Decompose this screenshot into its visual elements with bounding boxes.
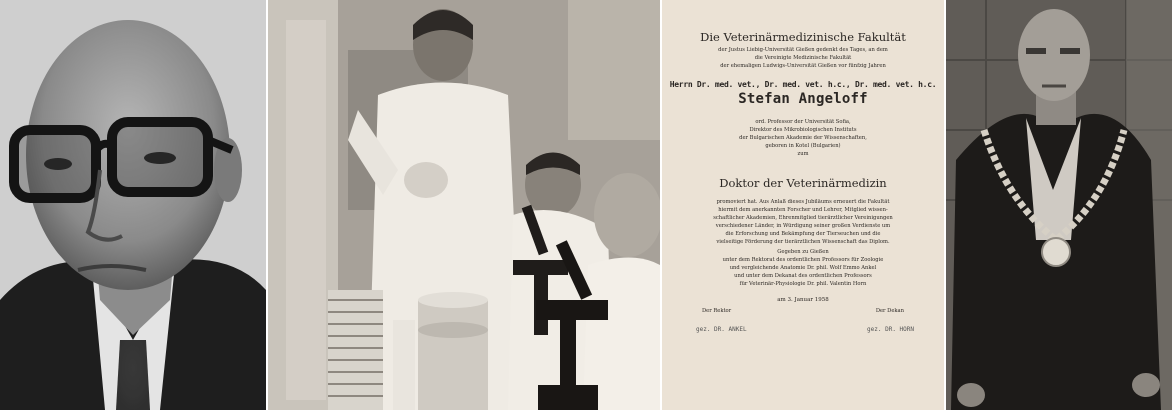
body-line: schaftlicher Akademien, Ehrenmitglied tierärztlicher Vereinigungen <box>713 215 893 221</box>
issue-date: am 3. Januar 1958 <box>777 297 829 303</box>
rector-label: Der Rektor <box>702 308 732 314</box>
laboratory-microscopes-icon <box>268 0 660 410</box>
body-line: verschiedener Länder, in Würdigung seiner großen Verdienste um <box>715 223 891 229</box>
affiliation-line: ord. Professor der Universität Sofia, <box>755 119 851 125</box>
diploma-document <box>662 0 944 410</box>
portrait-man-glasses-icon <box>0 0 266 410</box>
affiliation-line: der Bulgarischen Akademie der Wissenschaften, <box>739 135 867 141</box>
diploma-document-icon <box>662 0 944 410</box>
affiliation-line: Direktor des Mikrobiologischen Instituts <box>749 127 857 133</box>
given-line: für Veterinär-Physiologie Dr. phil. Valentin Horn <box>739 281 867 287</box>
body-text <box>662 198 944 246</box>
man-ceremonial-chain-icon <box>946 0 1172 410</box>
intro-text <box>662 46 944 70</box>
body-line: promoviert hat. Aus Anlaß dieses Jubiläums erneuert die Fakultät <box>716 199 890 205</box>
intro-line: der ehemaligen Ludwigs-Universität Gießen vor fünfzig Jahren <box>720 63 886 69</box>
body-line: die Erforschung und Bekämpfung der Tierseuchen und die <box>725 231 881 237</box>
academic-titles: Herrn Dr. med. vet., Dr. med. vet. h.c., Dr. med. vet. h.c. <box>669 80 937 89</box>
intro-line: die Vereinigte Medizinische Fakultät <box>754 55 852 61</box>
dean-signature: gez. DR. HORN <box>867 326 914 333</box>
affiliation-line: geboren in Kotel (Bulgarien) <box>765 143 841 149</box>
affiliations-text <box>662 118 944 158</box>
degree-title: Doktor der Veterinärmedizin <box>719 176 887 190</box>
portrait-photo <box>0 0 266 410</box>
given-line: und unter dem Dekanat des ordentlichen Professors <box>734 273 872 279</box>
given-line: und vergleichende Anatomie Dr. phil. Wolf Emmo Ankel <box>729 265 877 271</box>
given-text <box>662 248 944 288</box>
faculty-title: Die Veterinärmedizinische Fakultät <box>700 30 906 44</box>
given-line: Gegeben zu Gießen <box>777 249 829 255</box>
ceremonial-portrait-photo <box>946 0 1172 410</box>
dean-label: Der Dekan <box>875 308 904 314</box>
given-line: unter dem Rektorat des ordentlichen Professors für Zoologie <box>722 257 884 263</box>
body-line: vielseitige Förderung der tierärztlichen Wissenschaft das Diplom. <box>716 239 890 245</box>
recipient-name: Stefan Angeloff <box>738 91 868 107</box>
laboratory-photo <box>268 0 660 410</box>
rector-signature: gez. DR. ANKEL <box>696 326 747 333</box>
body-line: hiermit dem anerkannten Forscher und Lehrer, Mitglied wissen- <box>718 207 888 213</box>
intro-line: der Justus Liebig-Universität Gießen gedenkt des Tages, an dem <box>718 47 888 53</box>
affiliation-line: zum <box>797 151 809 157</box>
